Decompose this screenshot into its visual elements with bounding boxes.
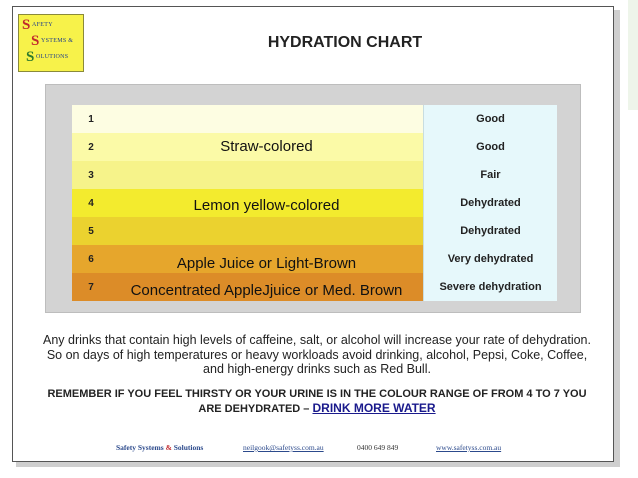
- row-number: 6: [72, 245, 110, 273]
- logo-letter-s3: S: [26, 49, 35, 65]
- color-swatch: [110, 161, 423, 189]
- reminder-line: [24, 401, 610, 416]
- advice-line: So on days of high temperatures or heavy workloads avoid drinking, alcohol, Pepsi, Coke, Coffee,: [46, 347, 588, 362]
- row-status: Dehydrated: [423, 189, 557, 217]
- row-status: Good: [423, 133, 557, 161]
- color-description: Straw-colored: [220, 138, 313, 155]
- footer-email-link[interactable]: neilgook@safetyss.com.au: [243, 443, 324, 452]
- color-description: Concentrated AppleJjuice or Med. Brown: [130, 282, 403, 299]
- row-status: Severe dehydration: [423, 273, 557, 301]
- logo-word-solutions: OLUTIONS: [36, 54, 69, 60]
- footer-company-amp: &: [165, 443, 172, 452]
- row-status: Very dehydrated: [423, 245, 557, 273]
- reminder-notice: [24, 387, 610, 416]
- advice-paragraph: [24, 333, 610, 377]
- logo-letter-s2: S: [31, 33, 40, 49]
- row-status: Dehydrated: [423, 217, 557, 245]
- advice-line: Any drinks that contain high levels of caffeine, salt, or alcohol will increase your rate of dehydration.: [43, 333, 591, 347]
- color-swatch: [110, 217, 423, 245]
- page-shadow-right: [614, 10, 620, 466]
- color-swatch: [110, 105, 423, 133]
- page-shadow-bottom: [16, 462, 620, 467]
- page-title: HYDRATION CHART: [267, 34, 423, 51]
- reminder-line: REMEMBER IF YOU FEEL THIRSTY OR YOUR URINE IS IN THE COLOUR RANGE OF FROM 4 TO 7 YOU: [47, 388, 587, 400]
- footer-website-link[interactable]: www.safetyss.com.au: [436, 443, 502, 452]
- row-status: Fair: [423, 161, 557, 189]
- row-number: 2: [72, 133, 110, 161]
- row-number: 7: [72, 273, 110, 301]
- row-number: 3: [72, 161, 110, 189]
- color-description: Apple Juice or Light-Brown: [176, 255, 357, 272]
- advice-line: and high-energy drinks such as Red Bull.: [203, 362, 431, 376]
- hydration-table: [72, 105, 557, 301]
- logo-word-safety: AFETY: [32, 22, 53, 28]
- footer-company-b: Solutions: [173, 443, 204, 452]
- footer-phone: 0400 649 849: [357, 443, 399, 452]
- edge-strip: [628, 0, 638, 110]
- table-row: [72, 217, 557, 245]
- reminder-prefix: ARE DEHYDRATED –: [198, 403, 310, 415]
- drink-more-water-link[interactable]: DRINK MORE WATER: [312, 401, 436, 415]
- color-description: Lemon yellow-colored: [193, 197, 340, 214]
- footer-company: [116, 443, 203, 452]
- logo-letter-s1: S: [22, 17, 31, 33]
- table-row: [72, 105, 557, 133]
- logo-word-systems: YSTEMS &: [41, 38, 74, 44]
- row-status: Good: [423, 105, 557, 133]
- row-number: 1: [72, 105, 110, 133]
- company-logo: [18, 14, 84, 72]
- footer-company-a: Safety Systems: [116, 443, 164, 452]
- table-row: [72, 161, 557, 189]
- row-number: 5: [72, 217, 110, 245]
- row-number: 4: [72, 189, 110, 217]
